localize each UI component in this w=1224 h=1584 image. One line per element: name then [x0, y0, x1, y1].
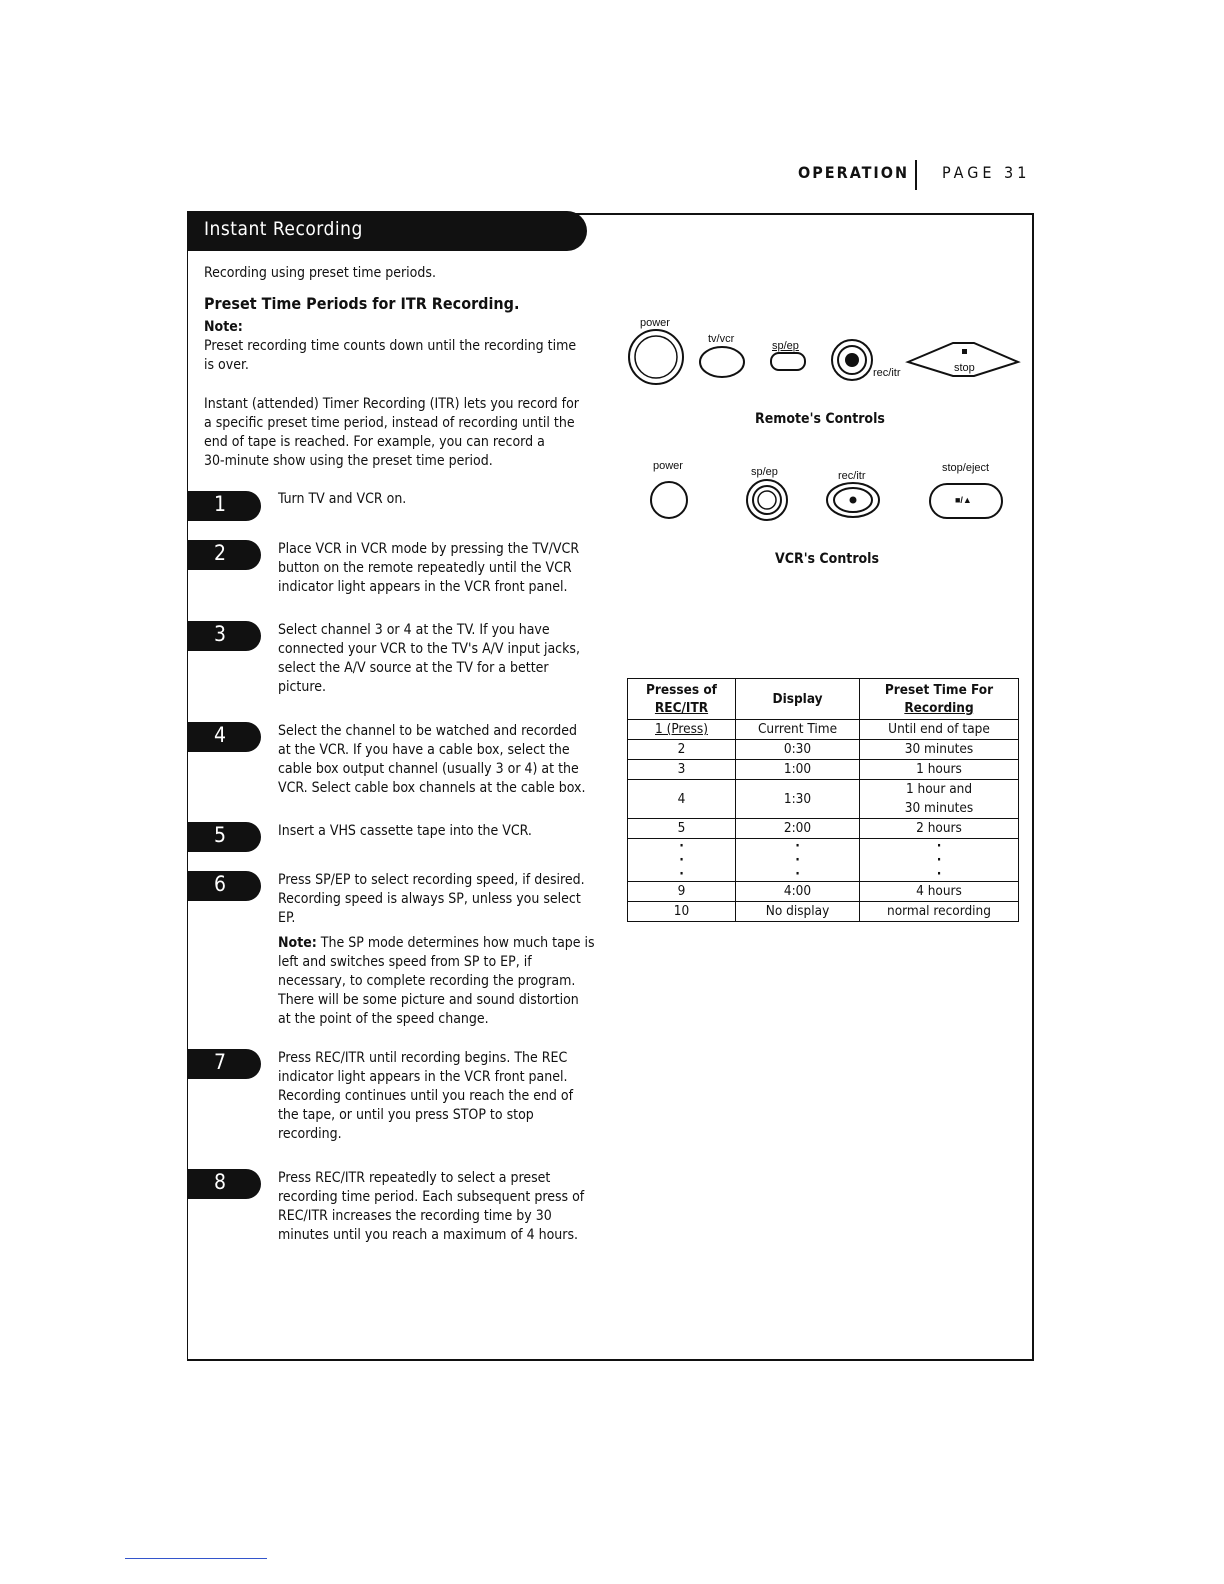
vcr-recitr-icon: [827, 483, 879, 517]
step-number: 8: [214, 1170, 227, 1194]
table-header-preset: [860, 679, 1019, 720]
vcr-stopeject-button-glyph: ■/▲: [955, 495, 972, 505]
remote-tvvcr-icon: [700, 347, 744, 377]
preset-time-table: [627, 678, 1019, 922]
table-row: [628, 902, 1019, 922]
intro-para-line: end of tape is reached. For example, you can record a: [204, 434, 545, 450]
remote-spep-label: sp/ep: [772, 340, 799, 352]
cell-line: 1:00: [783, 761, 812, 777]
table-cell: [860, 720, 1019, 740]
cell-line: 1 hour and: [905, 781, 973, 797]
ellipsis-dot: ·: [679, 852, 684, 868]
table-cell: [860, 819, 1019, 839]
step-note-line: at the point of the speed change.: [278, 1011, 489, 1027]
remote-power-icon: [629, 330, 683, 384]
table-cell: [860, 882, 1019, 902]
table-cell: [860, 740, 1019, 760]
cell-line: 10: [673, 903, 690, 919]
cell-line: 30 minutes: [904, 741, 974, 757]
header-line: Preset Time For: [884, 682, 994, 698]
step-text: minutes until you reach a maximum of 4 hours.: [278, 1227, 579, 1243]
header-line: Recording: [904, 700, 974, 716]
vcr-controls-caption: VCR's Controls: [775, 551, 879, 567]
step-note-line: necessary, to complete recording the program.: [278, 973, 576, 989]
table-cell: [736, 780, 860, 819]
cell-line: Until end of tape: [888, 721, 990, 737]
cell-line: 4: [677, 790, 686, 807]
page-header: [798, 160, 1038, 190]
step-4-badge: [188, 722, 261, 752]
intro-heading: Preset Time Periods for ITR Recording.: [204, 294, 520, 313]
header-line: Presses of: [646, 682, 717, 698]
intro-note-line: is over.: [204, 357, 249, 373]
table-cell: [736, 819, 860, 839]
step-text: the tape, or until you press STOP to stop: [278, 1107, 534, 1123]
vcr-stopeject-label: stop/eject: [942, 462, 990, 474]
table-cell: [860, 839, 1019, 882]
step-text: Select the channel to be watched and recorded: [278, 723, 578, 739]
ellipsis-dot: ·: [936, 838, 942, 854]
step-7-badge: [188, 1049, 261, 1079]
table-cell: [628, 902, 736, 922]
section-title-bar: [187, 211, 587, 251]
intro-para-line: 30-minute show using the preset time period.: [204, 453, 493, 469]
ellipsis-dot: ·: [795, 838, 800, 854]
step-text: Select channel 3 or 4 at the TV. If you have: [278, 622, 550, 638]
table-cell: [736, 839, 860, 882]
step-text: picture.: [278, 679, 326, 695]
remote-recitr-icon: [832, 340, 872, 380]
ellipsis-dot: ·: [795, 852, 800, 868]
table-row: [628, 882, 1019, 902]
step-text: VCR. Select cable box channels at the cable box.: [278, 780, 586, 796]
step-text: indicator light appears in the VCR front panel.: [278, 579, 568, 595]
ellipsis-dot: ·: [679, 838, 684, 854]
cell-line: 3: [677, 761, 686, 777]
table-cell: [736, 720, 860, 740]
vcr-power-label: power: [653, 460, 683, 472]
step-1-badge: [188, 491, 261, 521]
remote-controls-illustration: [620, 310, 1030, 400]
table-cell: [628, 740, 736, 760]
table-row: [628, 819, 1019, 839]
step-note-line: [278, 934, 595, 953]
vcr-spep-label: sp/ep: [751, 466, 778, 478]
step-text: EP.: [278, 910, 296, 926]
page-number: PAGE 31: [942, 163, 1031, 182]
intro-note-label: Note:: [204, 319, 243, 335]
step-number: 6: [214, 872, 227, 896]
cell-line: No display: [765, 903, 830, 919]
step-3-badge: [188, 621, 261, 651]
step-number: 1: [214, 492, 227, 516]
table-cell: [628, 839, 736, 882]
table-header-row: [628, 679, 1019, 720]
cell-line: Current Time: [757, 721, 838, 737]
step-text: Insert a VHS cassette tape into the VCR.: [278, 823, 532, 839]
intro-note-line: Preset recording time counts down until the recording time: [204, 338, 577, 354]
ellipsis-dot: ·: [795, 866, 800, 882]
cell-line: 2 hours: [916, 820, 962, 836]
table-cell: [860, 760, 1019, 780]
step-text: REC/ITR increases the recording time by 30: [278, 1208, 552, 1224]
section-title: Instant Recording: [204, 218, 363, 240]
step-number: 5: [214, 823, 227, 847]
intro-para-line: Instant (attended) Timer Recording (ITR) lets you record for: [204, 396, 579, 412]
cell-line: 1 (Press): [655, 721, 708, 737]
footer-rule: [125, 1558, 267, 1559]
step-text: Recording speed is always SP, unless you select: [278, 891, 581, 907]
table-cell: [628, 882, 736, 902]
cell-line: 30 minutes: [904, 800, 974, 816]
cell-line: 9: [677, 883, 686, 899]
intro-para-line: a specific preset time period, instead of recording until the: [204, 415, 575, 431]
cell-line: 4 hours: [916, 883, 962, 899]
step-text: connected your VCR to the TV's A/V input jacks,: [278, 641, 580, 657]
table-cell: [736, 882, 860, 902]
step-text: Recording continues until you reach the end of: [278, 1088, 574, 1104]
step-text: Press REC/ITR repeatedly to select a preset: [278, 1170, 551, 1186]
cell-line: 4:00: [783, 883, 812, 899]
table-header-display: Display: [736, 679, 860, 720]
ellipsis-dot: ·: [679, 866, 684, 882]
header-line: REC/ITR: [654, 700, 709, 716]
table-row: [628, 839, 1019, 882]
step-text: select the A/V source at the TV for a better: [278, 660, 549, 676]
step-number: 7: [214, 1050, 227, 1074]
step-number: 2: [214, 541, 227, 565]
step-text: recording time period. Each subsequent press of: [278, 1189, 585, 1205]
remote-stop-label: stop: [954, 362, 975, 374]
remote-controls-caption: Remote's Controls: [755, 411, 885, 427]
section-label: OPERATION: [798, 163, 910, 182]
table-header-presses: [628, 679, 736, 720]
table-cell: [628, 780, 736, 819]
step-8-badge: [188, 1169, 261, 1199]
remote-spep-icon: [771, 353, 805, 370]
step-5-badge: [188, 822, 261, 852]
step-text: button on the remote repeatedly until the VCR: [278, 560, 572, 576]
step-number: 3: [214, 622, 227, 646]
step-note-line: There will be some picture and sound distortion: [278, 992, 579, 1008]
vcr-power-icon: [651, 482, 687, 518]
cell-line: 0:30: [783, 741, 812, 757]
step-text: Place VCR in VCR mode by pressing the TV/VCR: [278, 541, 580, 557]
table-cell: [628, 720, 736, 740]
remote-recitr-label: rec/itr: [873, 367, 901, 379]
step-text: at the VCR. If you have a cable box, select the: [278, 742, 570, 758]
vcr-recitr-label: rec/itr: [838, 470, 866, 482]
step-text: Press REC/ITR until recording begins. The REC: [278, 1050, 568, 1066]
step-note-text: The SP mode determines how much tape is: [316, 935, 595, 951]
cell-line: normal recording: [887, 903, 991, 919]
cell-line: 1:30: [783, 790, 812, 807]
cell-line: 5: [677, 820, 686, 836]
step-text: Turn TV and VCR on.: [278, 491, 407, 507]
step-note-line: left and switches speed from SP to EP, if: [278, 954, 532, 970]
table-cell: [628, 760, 736, 780]
step-number: 4: [214, 723, 227, 747]
table-cell: [736, 902, 860, 922]
step-6-badge: [188, 871, 261, 901]
ellipsis-dot: ·: [936, 852, 942, 868]
step-text: Press SP/EP to select recording speed, if desired.: [278, 872, 585, 888]
table-cell: [736, 740, 860, 760]
ellipsis-dot: ·: [936, 866, 942, 882]
table-row: [628, 720, 1019, 740]
table-row: [628, 780, 1019, 819]
cell-line: 1 hours: [916, 761, 962, 777]
table-cell: [736, 760, 860, 780]
remote-power-label: power: [640, 317, 670, 329]
vcr-spep-icon: [747, 480, 787, 520]
header-divider: [915, 160, 917, 190]
table-row: [628, 760, 1019, 780]
table-cell: [628, 819, 736, 839]
table-cell: [860, 902, 1019, 922]
cell-line: 2: [677, 741, 686, 757]
step-note-label: Note:: [278, 935, 317, 951]
step-2-badge: [188, 540, 261, 570]
cell-line: 2:00: [783, 820, 812, 836]
table-row: [628, 740, 1019, 760]
intro-line: Recording using preset time periods.: [204, 265, 436, 281]
table-cell: [860, 780, 1019, 819]
step-text: recording.: [278, 1126, 342, 1142]
step-text: cable box output channel (usually 3 or 4) at the: [278, 761, 579, 777]
remote-tvvcr-label: tv/vcr: [708, 333, 735, 345]
step-text: indicator light appears in the VCR front panel.: [278, 1069, 568, 1085]
